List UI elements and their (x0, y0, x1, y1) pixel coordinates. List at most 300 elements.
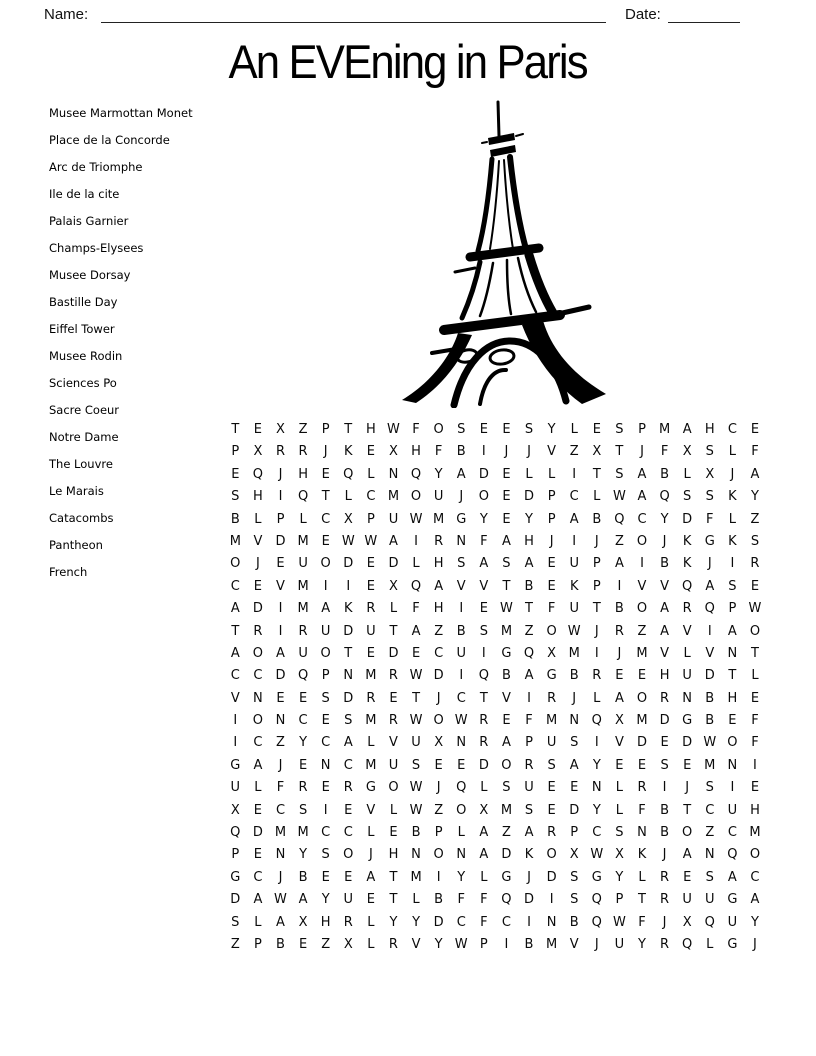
grid-cell: V (501, 690, 511, 706)
grid-cell: Z (230, 936, 240, 952)
grid-cell: F (638, 914, 646, 930)
grid-cell: R (388, 668, 398, 684)
grid-cell: C (321, 735, 331, 751)
word-list-item: Sacre Coeur (49, 403, 120, 417)
grid-cell: T (389, 869, 398, 885)
grid-cell: E (321, 869, 330, 885)
grid-cell: S (728, 578, 737, 594)
grid-cell: D (275, 668, 286, 684)
grid-cell: E (615, 757, 624, 773)
grid-cell: O (682, 825, 693, 841)
grid-cell: A (230, 601, 240, 617)
grid-cell: J (255, 556, 260, 572)
grid-cell: V (411, 936, 421, 952)
grid-cell: F (547, 601, 556, 617)
grid-cell: I (459, 601, 464, 617)
grid-row (224, 464, 766, 486)
grid-cell: M (500, 802, 513, 818)
grid-cell: E (502, 422, 511, 437)
grid-cell: R (343, 914, 353, 930)
grid-cell: H (433, 556, 444, 572)
grid-cell: D (659, 713, 670, 729)
grid-cell: K (344, 444, 353, 460)
grid-cell: E (344, 869, 353, 885)
grid-cell: U (320, 623, 331, 639)
grid-cell: T (231, 623, 240, 639)
grid-cell: J (323, 444, 328, 460)
grid-cell: D (501, 847, 512, 863)
grid-cell: M (365, 757, 377, 773)
grid-cell: D (682, 735, 693, 751)
grid-cell: Q (410, 578, 422, 594)
grid-cell: S (321, 847, 330, 863)
word-list-item: Ile de la cite (49, 187, 120, 201)
grid-cell: G (546, 668, 557, 684)
grid-cell: J (685, 780, 690, 796)
word-list (49, 103, 193, 589)
grid-cell: R (660, 892, 670, 908)
grid-cell: J (617, 645, 622, 661)
grid-cell: W (364, 533, 378, 549)
grid-cell: O (546, 847, 557, 863)
grid-cell: M (297, 578, 309, 594)
grid-cell: A (682, 422, 692, 437)
grid-cell: A (253, 892, 263, 908)
grid-cell: R (298, 444, 308, 460)
grid-cell: P (321, 668, 330, 684)
grid-cell: X (614, 713, 624, 729)
grid-cell: F (525, 713, 533, 729)
grid-cell: W (703, 735, 717, 751)
grid-cell: U (230, 780, 241, 796)
grid-cell: M (297, 601, 309, 617)
grid-cell: B (411, 825, 421, 841)
grid-cell: X (434, 735, 444, 751)
grid-cell: J (527, 869, 531, 885)
grid-cell: S (298, 802, 308, 818)
grid-cell: I (527, 690, 531, 706)
grid-cell: I (346, 578, 351, 594)
grid-cell: E (683, 869, 692, 885)
grid-cell: N (411, 847, 421, 863)
grid-cell: X (276, 422, 285, 437)
grid-cell: R (660, 690, 670, 706)
grid-cell: Q (297, 668, 309, 684)
grid-cell: X (705, 466, 715, 482)
grid-cell: P (276, 511, 285, 527)
grid-cell: J (527, 444, 531, 460)
grid-cell: D (569, 802, 580, 818)
grid-cell: P (547, 489, 556, 505)
grid-cell: E (411, 645, 421, 661)
grid-cell: S (502, 780, 511, 796)
grid-cell: Q (297, 489, 309, 505)
grid-cell: M (658, 422, 671, 437)
grid-cell: T (592, 601, 601, 617)
grid-cell: G (727, 892, 738, 908)
grid-cell: E (683, 757, 692, 773)
grid-cell: C (253, 735, 263, 751)
grid-cell: J (730, 466, 735, 482)
grid-cell: X (614, 847, 624, 863)
grid-cell: O (546, 623, 557, 639)
grid-cell: L (254, 511, 262, 527)
grid-cell: R (660, 936, 670, 952)
grid-cell: J (662, 914, 667, 930)
grid-cell: D (275, 533, 286, 549)
date-blank-line (668, 6, 740, 23)
grid-cell: O (433, 847, 444, 863)
grid-cell: F (480, 892, 488, 908)
grid-cell: V (682, 623, 692, 639)
grid-cell: L (593, 489, 601, 505)
grid-cell: V (637, 578, 647, 594)
grid-cell: M (749, 825, 761, 841)
grid-cell: T (525, 601, 533, 617)
grid-cell: I (414, 533, 418, 549)
grid-cell: W (274, 892, 287, 908)
grid-cell: S (502, 556, 511, 572)
grid-row (224, 643, 766, 665)
grid-cell: X (682, 444, 692, 460)
grid-cell: E (547, 780, 556, 796)
grid-cell: T (592, 466, 601, 482)
grid-cell: Z (569, 444, 579, 460)
grid-row (224, 531, 766, 553)
grid-cell: R (547, 690, 557, 706)
grid-cell: L (480, 780, 488, 796)
grid-cell: F (457, 892, 465, 908)
grid-cell: W (612, 489, 626, 505)
eiffel-tower-illustration (392, 100, 630, 408)
grid-row (224, 934, 766, 956)
grid-cell: Q (501, 892, 512, 908)
grid-cell: Q (614, 511, 625, 527)
grid-cell: I (753, 757, 757, 773)
grid-row (224, 419, 766, 441)
grid-cell: I (278, 489, 283, 505)
grid-cell: L (638, 869, 646, 885)
grid-cell: L (683, 466, 691, 482)
grid-cell: V (660, 645, 670, 661)
grid-cell: W (409, 780, 423, 796)
grid-cell: N (343, 668, 354, 684)
grid-cell: A (321, 601, 331, 617)
grid-cell: Q (727, 847, 738, 863)
grid-cell: W (409, 802, 423, 818)
grid-cell: E (253, 802, 262, 818)
grid-cell: D (433, 668, 444, 684)
grid-cell: T (389, 892, 398, 908)
grid-cell: C (569, 489, 579, 505)
grid-cell: A (614, 556, 624, 572)
grid-cell: X (569, 847, 579, 863)
grid-cell: C (343, 825, 353, 841)
grid-cell: Q (343, 466, 354, 482)
grid-cell: A (411, 623, 421, 639)
grid-cell: A (705, 578, 715, 594)
grid-cell: L (570, 422, 578, 437)
grid-cell: F (480, 533, 488, 549)
grid-cell: Y (592, 757, 601, 773)
grid-cell: O (230, 556, 241, 572)
word-list-item: Notre Dame (49, 430, 119, 444)
grid-cell: U (298, 645, 308, 661)
grid-cell: B (501, 668, 511, 684)
word-list-item: Place de la Concorde (49, 133, 170, 147)
grid-cell: J (278, 869, 283, 885)
grid-cell: E (457, 757, 466, 773)
grid-cell: F (412, 422, 420, 437)
grid-cell: O (501, 757, 512, 773)
grid-cell: C (705, 802, 715, 818)
grid-cell: E (389, 690, 398, 706)
grid-cell: C (456, 690, 466, 706)
grid-cell: H (433, 601, 444, 617)
grid-cell: E (750, 780, 760, 796)
word-list-item: Sciences Po (49, 376, 117, 390)
grid-cell: Y (750, 914, 759, 930)
grid-cell: B (524, 578, 534, 594)
word-list-item: Pantheon (49, 538, 103, 552)
grid-cell: A (660, 601, 670, 617)
grid-cell: E (728, 713, 737, 729)
grid-row (224, 800, 766, 822)
grid-cell: P (253, 936, 262, 952)
grid-cell: A (479, 847, 489, 863)
grid-cell: Y (299, 847, 308, 863)
grid-cell: U (298, 556, 308, 572)
grid-cell: O (749, 847, 761, 863)
grid-cell: I (278, 601, 283, 617)
grid-cell: A (343, 735, 353, 751)
grid-cell: F (751, 444, 759, 460)
grid-cell: L (683, 645, 691, 661)
grid-row (224, 889, 766, 911)
grid-cell: W (454, 936, 468, 952)
grid-cell: O (433, 422, 444, 437)
grid-cell: E (750, 690, 760, 706)
grid-cell: S (457, 556, 466, 572)
grid-cell: A (276, 914, 285, 930)
grid-row (224, 867, 766, 889)
grid-cell: I (640, 556, 644, 572)
grid-cell: N (388, 466, 399, 482)
grid-cell: A (501, 533, 511, 549)
grid-cell: P (321, 422, 330, 437)
grid-cell: N (591, 780, 602, 796)
grid-cell: P (638, 422, 646, 437)
grid-cell: H (411, 444, 421, 460)
grid-row (224, 441, 766, 463)
grid-cell: S (231, 489, 240, 505)
grid-cell: A (524, 825, 534, 841)
grid-cell: E (321, 713, 330, 729)
grid-cell: C (366, 489, 376, 505)
grid-cell: A (682, 847, 692, 863)
grid-row (224, 822, 766, 844)
grid-cell: H (524, 533, 534, 549)
name-label: Name: (44, 6, 89, 23)
grid-cell: E (547, 556, 556, 572)
grid-cell: K (524, 847, 534, 863)
grid-cell: Z (614, 533, 624, 549)
grid-cell: X (343, 936, 353, 952)
grid-cell: P (479, 936, 488, 952)
grid-cell: C (501, 914, 511, 930)
grid-cell: J (707, 556, 712, 572)
grid-cell: G (230, 757, 241, 773)
grid-cell: E (253, 422, 262, 437)
grid-cell: B (660, 802, 670, 818)
grid-row (224, 598, 766, 620)
grid-cell: F (751, 713, 759, 729)
grid-cell: K (728, 489, 737, 505)
grid-cell: N (637, 825, 647, 841)
grid-cell: L (412, 892, 420, 908)
grid-row (224, 665, 766, 687)
word-list-item: Champs-Elysees (49, 241, 144, 255)
grid-row (224, 576, 766, 598)
grid-cell: D (343, 623, 354, 639)
grid-cell: M (546, 713, 558, 729)
grid-row (224, 688, 766, 710)
grid-cell: L (367, 735, 375, 751)
grid-cell: K (569, 578, 579, 594)
grid-cell: L (706, 936, 714, 952)
word-list-item: Bastille Day (49, 295, 118, 309)
grid-cell: X (343, 511, 353, 527)
grid-cell: N (456, 735, 467, 751)
grid-cell: C (321, 511, 331, 527)
grid-cell: I (233, 713, 238, 729)
grid-cell: D (524, 489, 535, 505)
grid-cell: L (254, 780, 262, 796)
grid-cell: E (366, 645, 375, 661)
grid-cell: A (276, 645, 285, 661)
grid-cell: O (388, 780, 399, 796)
grid-cell: V (456, 578, 466, 594)
grid-cell: U (388, 511, 399, 527)
grid-cell: Q (478, 668, 489, 684)
grid-cell: B (660, 825, 670, 841)
grid-cell: I (481, 645, 486, 661)
grid-cell: O (252, 645, 263, 661)
grid-cell: L (728, 444, 736, 460)
grid-cell: B (569, 914, 579, 930)
grid-cell: S (344, 713, 353, 729)
grid-cell: G (365, 780, 376, 796)
grid-cell: J (504, 444, 509, 460)
grid-cell: D (343, 556, 354, 572)
grid-cell: C (592, 825, 602, 841)
grid-cell: B (434, 892, 444, 908)
word-search-grid (224, 419, 766, 956)
grid-cell: D (704, 668, 715, 684)
grid-cell: T (479, 690, 488, 706)
grid-cell: N (275, 713, 286, 729)
grid-cell: F (706, 511, 714, 527)
grid-cell: R (275, 444, 285, 460)
grid-cell: E (321, 780, 330, 796)
grid-cell: W (409, 713, 423, 729)
grid-cell: Y (638, 936, 646, 952)
grid-cell: I (594, 735, 599, 751)
grid-cell: M (433, 511, 445, 527)
grid-cell: E (502, 489, 511, 505)
grid-cell: J (753, 936, 757, 952)
grid-cell: U (433, 489, 444, 505)
grid-cell: P (615, 892, 624, 908)
grid-cell: J (436, 690, 441, 706)
grid-cell: J (640, 444, 644, 460)
grid-cell: E (298, 690, 308, 706)
grid-cell: A (660, 623, 670, 639)
grid-cell: I (233, 735, 238, 751)
grid-cell: F (276, 780, 285, 796)
grid-cell: Q (591, 892, 602, 908)
grid-cell: G (230, 869, 241, 885)
word-list-item: Musee Marmottan Monet (49, 106, 193, 120)
grid-cell: C (253, 668, 263, 684)
grid-cell: I (436, 869, 441, 885)
grid-cell: Y (412, 914, 421, 930)
grid-cell: W (409, 668, 423, 684)
grid-cell: C (637, 511, 647, 527)
grid-cell: Z (501, 825, 511, 841)
grid-cell: P (547, 511, 556, 527)
grid-cell: A (569, 757, 579, 773)
grid-cell: O (727, 735, 738, 751)
grid-cell: H (388, 847, 399, 863)
grid-cell: E (637, 668, 647, 684)
grid-cell: T (412, 690, 421, 706)
grid-cell: U (524, 780, 534, 796)
grid-cell: U (614, 936, 625, 952)
grid-cell: W (612, 914, 626, 930)
grid-cell: A (637, 466, 647, 482)
grid-cell: W (409, 511, 423, 527)
grid-cell: B (456, 623, 466, 639)
grid-cell: S (705, 869, 714, 885)
grid-cell: P (434, 825, 443, 841)
grid-cell: S (705, 489, 714, 505)
grid-cell: M (297, 533, 309, 549)
grid-cell: W (387, 422, 400, 437)
grid-cell: E (253, 578, 262, 594)
grid-cell: P (231, 847, 240, 863)
grid-cell: E (298, 757, 308, 773)
grid-cell: N (569, 713, 580, 729)
grid-cell: Z (750, 511, 760, 527)
grid-cell: Y (547, 422, 556, 437)
grid-cell: R (637, 780, 647, 796)
grid-cell: L (412, 556, 420, 572)
grid-cell: T (728, 668, 737, 684)
grid-cell: Q (704, 601, 715, 617)
grid-cell: H (727, 690, 738, 706)
grid-cell: A (230, 645, 240, 661)
grid-cell: E (479, 601, 488, 617)
grid-cell: M (387, 489, 400, 505)
grid-cell: T (638, 892, 646, 908)
grid-cell: I (707, 623, 712, 639)
grid-cell: Y (525, 511, 533, 527)
grid-cell: L (367, 914, 375, 930)
grid-cell: Q (230, 825, 241, 841)
grid-cell: M (365, 713, 377, 729)
grid-cell: L (367, 466, 375, 482)
